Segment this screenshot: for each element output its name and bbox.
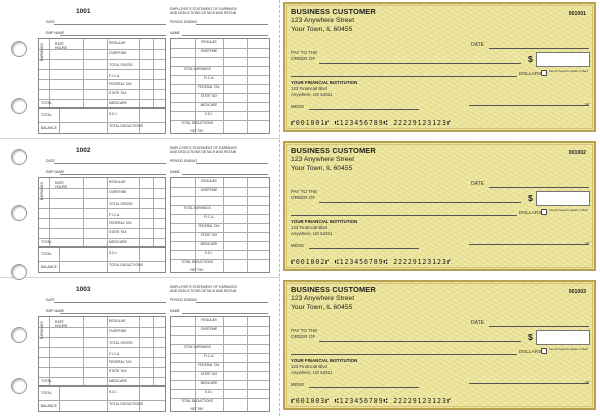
ded-medicare-label: MEDICARE	[200, 103, 218, 107]
bank-name: YOUR FINANCIAL INSTITUTION	[291, 219, 358, 224]
deductions-grid	[170, 177, 270, 273]
ded-federal-label: FEDERAL TAX	[198, 363, 220, 367]
micr-line: ⑈001002⑈ ⑆123456789⑆ 22229123123⑈	[291, 258, 452, 266]
ded-total-deductions-label: TOTAL DEDUCTIONS	[181, 260, 213, 264]
bank-name: YOUR FINANCIAL INSTITUTION	[291, 80, 358, 85]
pay-stub	[36, 4, 272, 136]
net-pay-label: NET PAY	[190, 407, 204, 411]
ded-total-deductions-label: TOTAL DEDUCTIONS	[181, 121, 213, 125]
check-date-label: DATE	[471, 42, 484, 48]
ded-overtime-label: OVERTIME	[200, 188, 218, 192]
ded-fica-label: F.I.C.A.	[203, 215, 215, 219]
total-label-2: TOTAL	[41, 113, 52, 117]
balance-label: BALANCE	[41, 265, 57, 269]
pay-stub	[36, 282, 272, 414]
stub-date-label: DATE	[46, 159, 55, 163]
federal-tax-label: FEDERAL TAX	[109, 360, 132, 364]
name-label: NAME	[170, 309, 180, 313]
payee-field[interactable]	[319, 341, 521, 342]
medicare-label: MEDICARE	[109, 379, 127, 383]
dollars-label: DOLLARS	[519, 350, 542, 355]
medicare-label: MEDICARE	[109, 240, 127, 244]
business-address-line2: Your Town, IL 60455	[291, 26, 353, 33]
period-ending-label: PERIOD ENDING	[170, 20, 198, 24]
sdi-label: S.D.I.	[109, 390, 118, 394]
memo-field[interactable]	[309, 248, 419, 249]
stub-date-label: DATE	[46, 298, 55, 302]
regular-label: REGULAR	[109, 319, 126, 323]
payee-field[interactable]	[319, 63, 521, 64]
stub-header: EMPLOYEE'S STATEMENT OF EARNINGS AND DEDUCTIONS DETACH AND RETAIN	[170, 285, 237, 293]
state-tax-label: STATE TAX	[109, 369, 127, 373]
net-pay-label: NET PAY	[190, 268, 204, 272]
name-label: NAME	[170, 31, 180, 35]
security-note: Security Features Details on Back	[549, 348, 589, 351]
period-ending-field[interactable]	[196, 24, 268, 25]
stub-number: 1002	[76, 147, 91, 154]
ded-overtime-label: OVERTIME	[200, 327, 218, 331]
stub-date-field[interactable]	[54, 302, 166, 303]
totals-grid	[38, 108, 166, 134]
hours-label: HOURS	[55, 185, 68, 189]
pay-to-label: PAY TO THE ORDER OF	[291, 50, 318, 61]
ded-federal-label: FEDERAL TAX	[198, 85, 220, 89]
ded-total-deductions-label: TOTAL DEDUCTIONS	[181, 399, 213, 403]
name-label: NAME	[170, 170, 180, 174]
fica-label: F.I.C.A.	[109, 74, 121, 78]
mp-label: MP	[585, 380, 590, 384]
rate-label: RATE	[55, 181, 64, 185]
check	[281, 139, 598, 273]
sdi-label: S.D.I.	[109, 251, 118, 255]
business-address-line1: 123 Anywhere Street	[291, 17, 355, 24]
check-number: 001001	[568, 11, 586, 17]
bank-address-line2: Anywhere, US 54321	[291, 92, 333, 97]
ded-regular-label: REGULAR	[201, 179, 217, 183]
total-earnings-label: TOTAL EARNINGS	[183, 345, 211, 349]
federal-tax-label: FEDERAL TAX	[109, 221, 132, 225]
totals-grid	[38, 247, 166, 273]
amount-words-field[interactable]	[291, 215, 517, 216]
state-tax-label: STATE TAX	[109, 230, 127, 234]
stub-header: EMPLOYEE'S STATEMENT OF EARNINGS AND DEDUCTIONS DETACH AND RETAIN	[170, 7, 237, 15]
memo-label: MEMO	[291, 104, 305, 109]
check-face	[283, 141, 596, 271]
earnings-label: EARNINGS	[40, 43, 44, 61]
total-gross-label: TOTAL GROSS	[109, 63, 133, 67]
check-face	[283, 280, 596, 410]
overtime-label: OVERTIME	[109, 329, 127, 333]
total-label: TOTAL	[41, 379, 52, 383]
business-address-line2: Your Town, IL 60455	[291, 165, 353, 172]
amount-box[interactable]	[536, 52, 590, 67]
federal-tax-label: FEDERAL TAX	[109, 82, 132, 86]
vertical-perforation	[279, 0, 280, 416]
check	[281, 0, 598, 134]
micr-line: ⑈001001⑈ ⑆123456789⑆ 22229123123⑈	[291, 119, 452, 127]
business-address-line1: 123 Anywhere Street	[291, 295, 355, 302]
overtime-label: OVERTIME	[109, 51, 127, 55]
total-label: TOTAL	[41, 240, 52, 244]
total-earnings-label: TOTAL EARNINGS	[183, 67, 211, 71]
medicare-label: MEDICARE	[109, 101, 127, 105]
emp-name-label: EMP NAME	[46, 31, 65, 35]
period-ending-field[interactable]	[196, 302, 268, 303]
binder-hole-icon	[11, 378, 27, 394]
stub-date-label: DATE	[46, 20, 55, 24]
amount-box[interactable]	[536, 191, 590, 206]
overtime-label: OVERTIME	[109, 190, 127, 194]
memo-label: MEMO	[291, 382, 305, 387]
signature-line[interactable]	[469, 105, 589, 106]
emp-name-field[interactable]	[60, 35, 166, 36]
dollar-sign: $	[528, 54, 533, 64]
check-number: 001003	[568, 289, 586, 295]
total-label: TOTAL	[41, 101, 52, 105]
business-address-line1: 123 Anywhere Street	[291, 156, 355, 163]
stub-date-field[interactable]	[54, 163, 166, 164]
check-date-field[interactable]	[489, 48, 589, 49]
earnings-grid	[38, 177, 166, 247]
state-tax-label: STATE TAX	[109, 91, 127, 95]
fica-label: F.I.C.A.	[109, 352, 121, 356]
rate-label: RATE	[55, 42, 64, 46]
balance-label: BALANCE	[41, 404, 57, 408]
check-face	[283, 2, 596, 132]
hours-label: HOURS	[55, 46, 68, 50]
check-date-label: DATE	[471, 181, 484, 187]
hours-label: HOURS	[55, 324, 68, 328]
earnings-label: EARNINGS	[40, 321, 44, 339]
ded-regular-label: REGULAR	[201, 318, 217, 322]
ded-overtime-label: OVERTIME	[200, 49, 218, 53]
signature-line[interactable]	[469, 383, 589, 384]
earnings-grid	[38, 316, 166, 386]
regular-label: REGULAR	[109, 41, 126, 45]
binder-hole-icon	[11, 264, 27, 280]
binder-hole-icon	[11, 41, 27, 57]
deductions-grid	[170, 38, 270, 134]
bank-name: YOUR FINANCIAL INSTITUTION	[291, 358, 358, 363]
ded-state-label: STATE TAX	[200, 233, 218, 237]
fica-label: F.I.C.A.	[109, 213, 121, 217]
lock-icon	[541, 209, 547, 215]
stub-number: 1001	[76, 8, 91, 15]
name-field[interactable]	[182, 313, 268, 314]
ded-fica-label: F.I.C.A.	[203, 76, 215, 80]
emp-name-label: EMP NAME	[46, 170, 65, 174]
bank-address-line2: Anywhere, US 54321	[291, 231, 333, 236]
regular-label: REGULAR	[109, 180, 126, 184]
signature-line[interactable]	[469, 244, 589, 245]
horizontal-cut-line	[0, 138, 280, 139]
binder-hole-icon	[11, 98, 27, 114]
stub-date-field[interactable]	[54, 24, 166, 25]
mp-label: MP	[585, 241, 590, 245]
period-ending-field[interactable]	[196, 163, 268, 164]
ded-medicare-label: MEDICARE	[200, 242, 218, 246]
business-name: BUSINESS CUSTOMER	[291, 285, 376, 294]
name-field[interactable]	[182, 174, 268, 175]
dollars-label: DOLLARS	[519, 72, 542, 77]
amount-box[interactable]	[536, 330, 590, 345]
memo-field[interactable]	[309, 387, 419, 388]
security-note: Security Features Details on Back	[549, 70, 589, 73]
business-address-line2: Your Town, IL 60455	[291, 304, 353, 311]
bank-address-line2: Anywhere, US 54321	[291, 370, 333, 375]
total-gross-label: TOTAL GROSS	[109, 341, 133, 345]
emp-name-field[interactable]	[60, 313, 166, 314]
sdi-label: S.D.I.	[109, 112, 118, 116]
earnings-label: EARNINGS	[40, 182, 44, 200]
total-gross-label: TOTAL GROSS	[109, 202, 133, 206]
total-deductions-label: TOTAL DEDUCTIONS	[109, 402, 143, 406]
check-date-field[interactable]	[489, 326, 589, 327]
total-earnings-label: TOTAL EARNINGS	[183, 206, 211, 210]
horizontal-cut-line	[0, 277, 280, 278]
ded-medicare-label: MEDICARE	[200, 381, 218, 385]
ded-sdi-label: S.D.I.	[205, 112, 213, 116]
binder-hole-icon	[11, 327, 27, 343]
ded-sdi-label: S.D.I.	[205, 390, 213, 394]
check-date-label: DATE	[471, 320, 484, 326]
business-name: BUSINESS CUSTOMER	[291, 146, 376, 155]
stub-number: 1003	[76, 286, 91, 293]
total-deductions-label: TOTAL DEDUCTIONS	[109, 263, 143, 267]
business-name: BUSINESS CUSTOMER	[291, 7, 376, 16]
rate-label: RATE	[55, 320, 64, 324]
ded-state-label: STATE TAX	[200, 94, 218, 98]
memo-field[interactable]	[309, 109, 419, 110]
binder-hole-icon	[11, 149, 27, 165]
check	[281, 278, 598, 412]
emp-name-label: EMP NAME	[46, 309, 65, 313]
total-label-2: TOTAL	[41, 252, 52, 256]
totals-grid	[38, 386, 166, 412]
dollar-sign: $	[528, 193, 533, 203]
payee-field[interactable]	[319, 202, 521, 203]
dollars-label: DOLLARS	[519, 211, 542, 216]
emp-name-field[interactable]	[60, 174, 166, 175]
check-date-field[interactable]	[489, 187, 589, 188]
stub-header: EMPLOYEE'S STATEMENT OF EARNINGS AND DEDUCTIONS DETACH AND RETAIN	[170, 146, 237, 154]
dollar-sign: $	[528, 332, 533, 342]
security-note: Security Features Details on Back	[549, 209, 589, 212]
deductions-grid	[170, 316, 270, 412]
memo-label: MEMO	[291, 243, 305, 248]
binder-hole-icon	[11, 205, 27, 221]
lock-icon	[541, 70, 547, 76]
micr-line: ⑈001003⑈ ⑆123456789⑆ 22229123123⑈	[291, 397, 452, 405]
mp-label: MP	[585, 102, 590, 106]
bank-address-line1: 123 Financial Blvd	[291, 86, 327, 91]
period-ending-label: PERIOD ENDING	[170, 159, 198, 163]
total-deductions-label: TOTAL DEDUCTIONS	[109, 124, 143, 128]
ded-regular-label: REGULAR	[201, 40, 217, 44]
lock-icon	[541, 348, 547, 354]
pay-stub	[36, 143, 272, 275]
amount-words-field[interactable]	[291, 354, 517, 355]
net-pay-label: NET PAY	[190, 129, 204, 133]
bank-address-line1: 123 Financial Blvd	[291, 225, 327, 230]
period-ending-label: PERIOD ENDING	[170, 298, 198, 302]
ded-fica-label: F.I.C.A.	[203, 354, 215, 358]
earnings-grid	[38, 38, 166, 108]
ded-sdi-label: S.D.I.	[205, 251, 213, 255]
name-field[interactable]	[182, 35, 268, 36]
ded-federal-label: FEDERAL TAX	[198, 224, 220, 228]
bank-address-line1: 123 Financial Blvd	[291, 364, 327, 369]
pay-to-label: PAY TO THE ORDER OF	[291, 189, 318, 200]
check-number: 001002	[568, 150, 586, 156]
ded-state-label: STATE TAX	[200, 372, 218, 376]
balance-label: BALANCE	[41, 126, 57, 130]
total-label-2: TOTAL	[41, 391, 52, 395]
pay-to-label: PAY TO THE ORDER OF	[291, 328, 318, 339]
amount-words-field[interactable]	[291, 76, 517, 77]
